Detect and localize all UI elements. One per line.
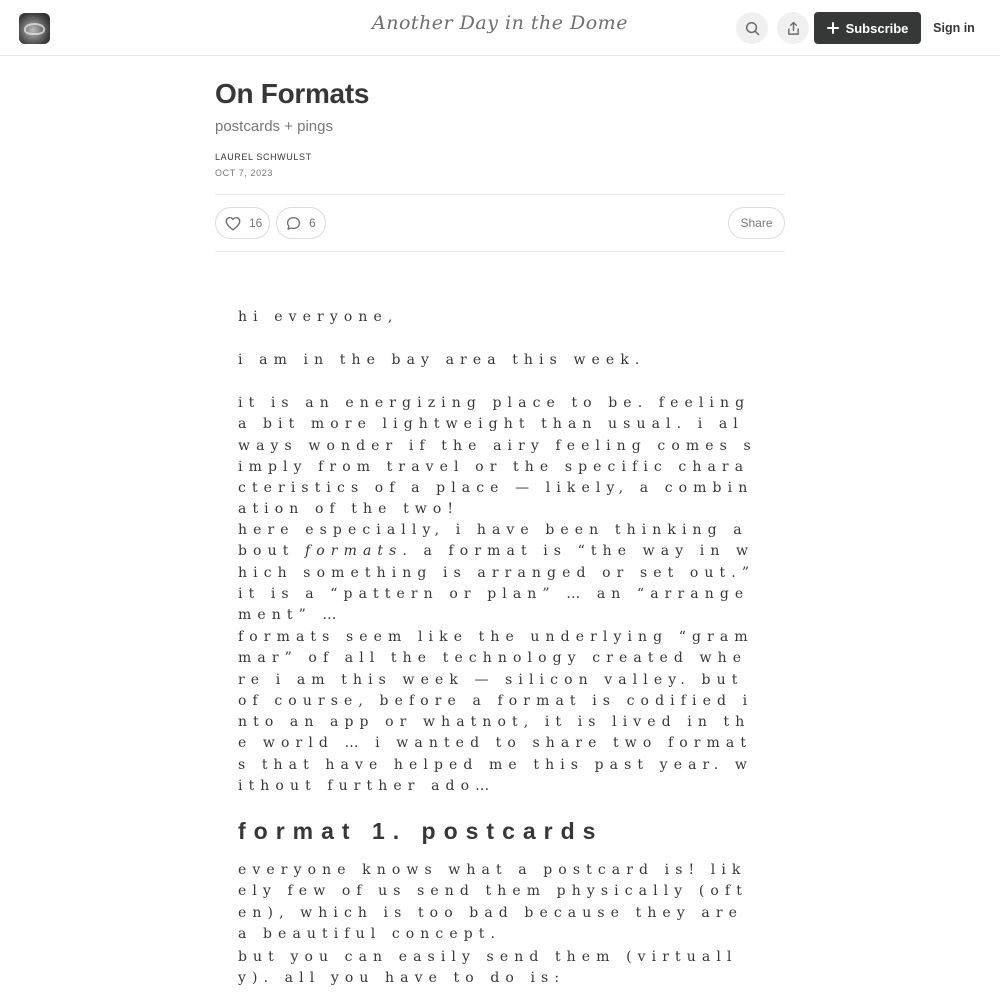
body-paragraph-location: i am in the bay area this week. — [238, 352, 646, 368]
post-date: OCT 7, 2023 — [215, 168, 273, 178]
author-name-link[interactable]: LAUREL SCHWULST — [215, 152, 312, 162]
share-post-button[interactable]: Share — [728, 207, 785, 239]
body-paragraph-greeting: hi everyone, — [238, 309, 399, 325]
subscribe-label: Subscribe — [845, 20, 909, 36]
dome-image — [24, 23, 45, 35]
like-button[interactable] — [215, 207, 270, 239]
comment-icon — [286, 216, 301, 231]
top-navigation-bar — [0, 0, 1000, 56]
body-paragraph-energizing: it is an energizing place to be. feeling a bit more lightweight than usual. i always wonder if the airy feeling comes simply from travel or the specific characteristics of a place — likely, a combination of the two! — [238, 395, 757, 518]
publication-title[interactable]: Another Day in the Dome — [372, 12, 628, 34]
search-button[interactable] — [736, 12, 768, 44]
publication-logo[interactable] — [19, 13, 50, 44]
search-icon — [745, 21, 760, 36]
divider-bottom — [215, 251, 785, 252]
body-paragraph-grammar: formats seem like the underlying “grammar” of all the technology created where i am this week — silicon valley. but of course, before a format is codified into an app or whatnot, it is lived in the world … i wanted to share two formats that have helped me this past year. without further ado… — [238, 629, 754, 795]
share-icon — [786, 21, 801, 36]
subscribe-button[interactable] — [814, 12, 921, 44]
comments-button[interactable] — [276, 207, 326, 239]
body-paragraph-postcards: everyone knows what a postcard is! likely few of us send them physically (often), which is too bad because they are a beautiful concept. — [238, 862, 748, 942]
emphasized-word: formats — [304, 543, 403, 560]
post-title: On Formats — [215, 78, 370, 109]
plus-icon — [827, 22, 839, 34]
body-text-segment: here especially, i have been thinking about — [238, 522, 748, 560]
share-button[interactable] — [777, 12, 809, 44]
divider-top — [215, 194, 785, 195]
heart-icon — [225, 216, 241, 231]
body-paragraph-formats — [238, 520, 758, 626]
sign-in-button[interactable]: Sign in — [933, 21, 975, 35]
like-count: 16 — [249, 216, 263, 230]
post-subtitle: postcards + pings — [215, 118, 333, 135]
section-heading: format 1. postcards — [238, 818, 604, 844]
body-text-segment: . a format is “the way in which something is arranged or set out.” it is a “pattern or plan” … an “arrangement” … — [238, 543, 756, 624]
body-paragraph-virtual: but you can easily send them (virtually). all you have to do is: — [238, 949, 738, 987]
comment-count: 6 — [309, 216, 316, 230]
